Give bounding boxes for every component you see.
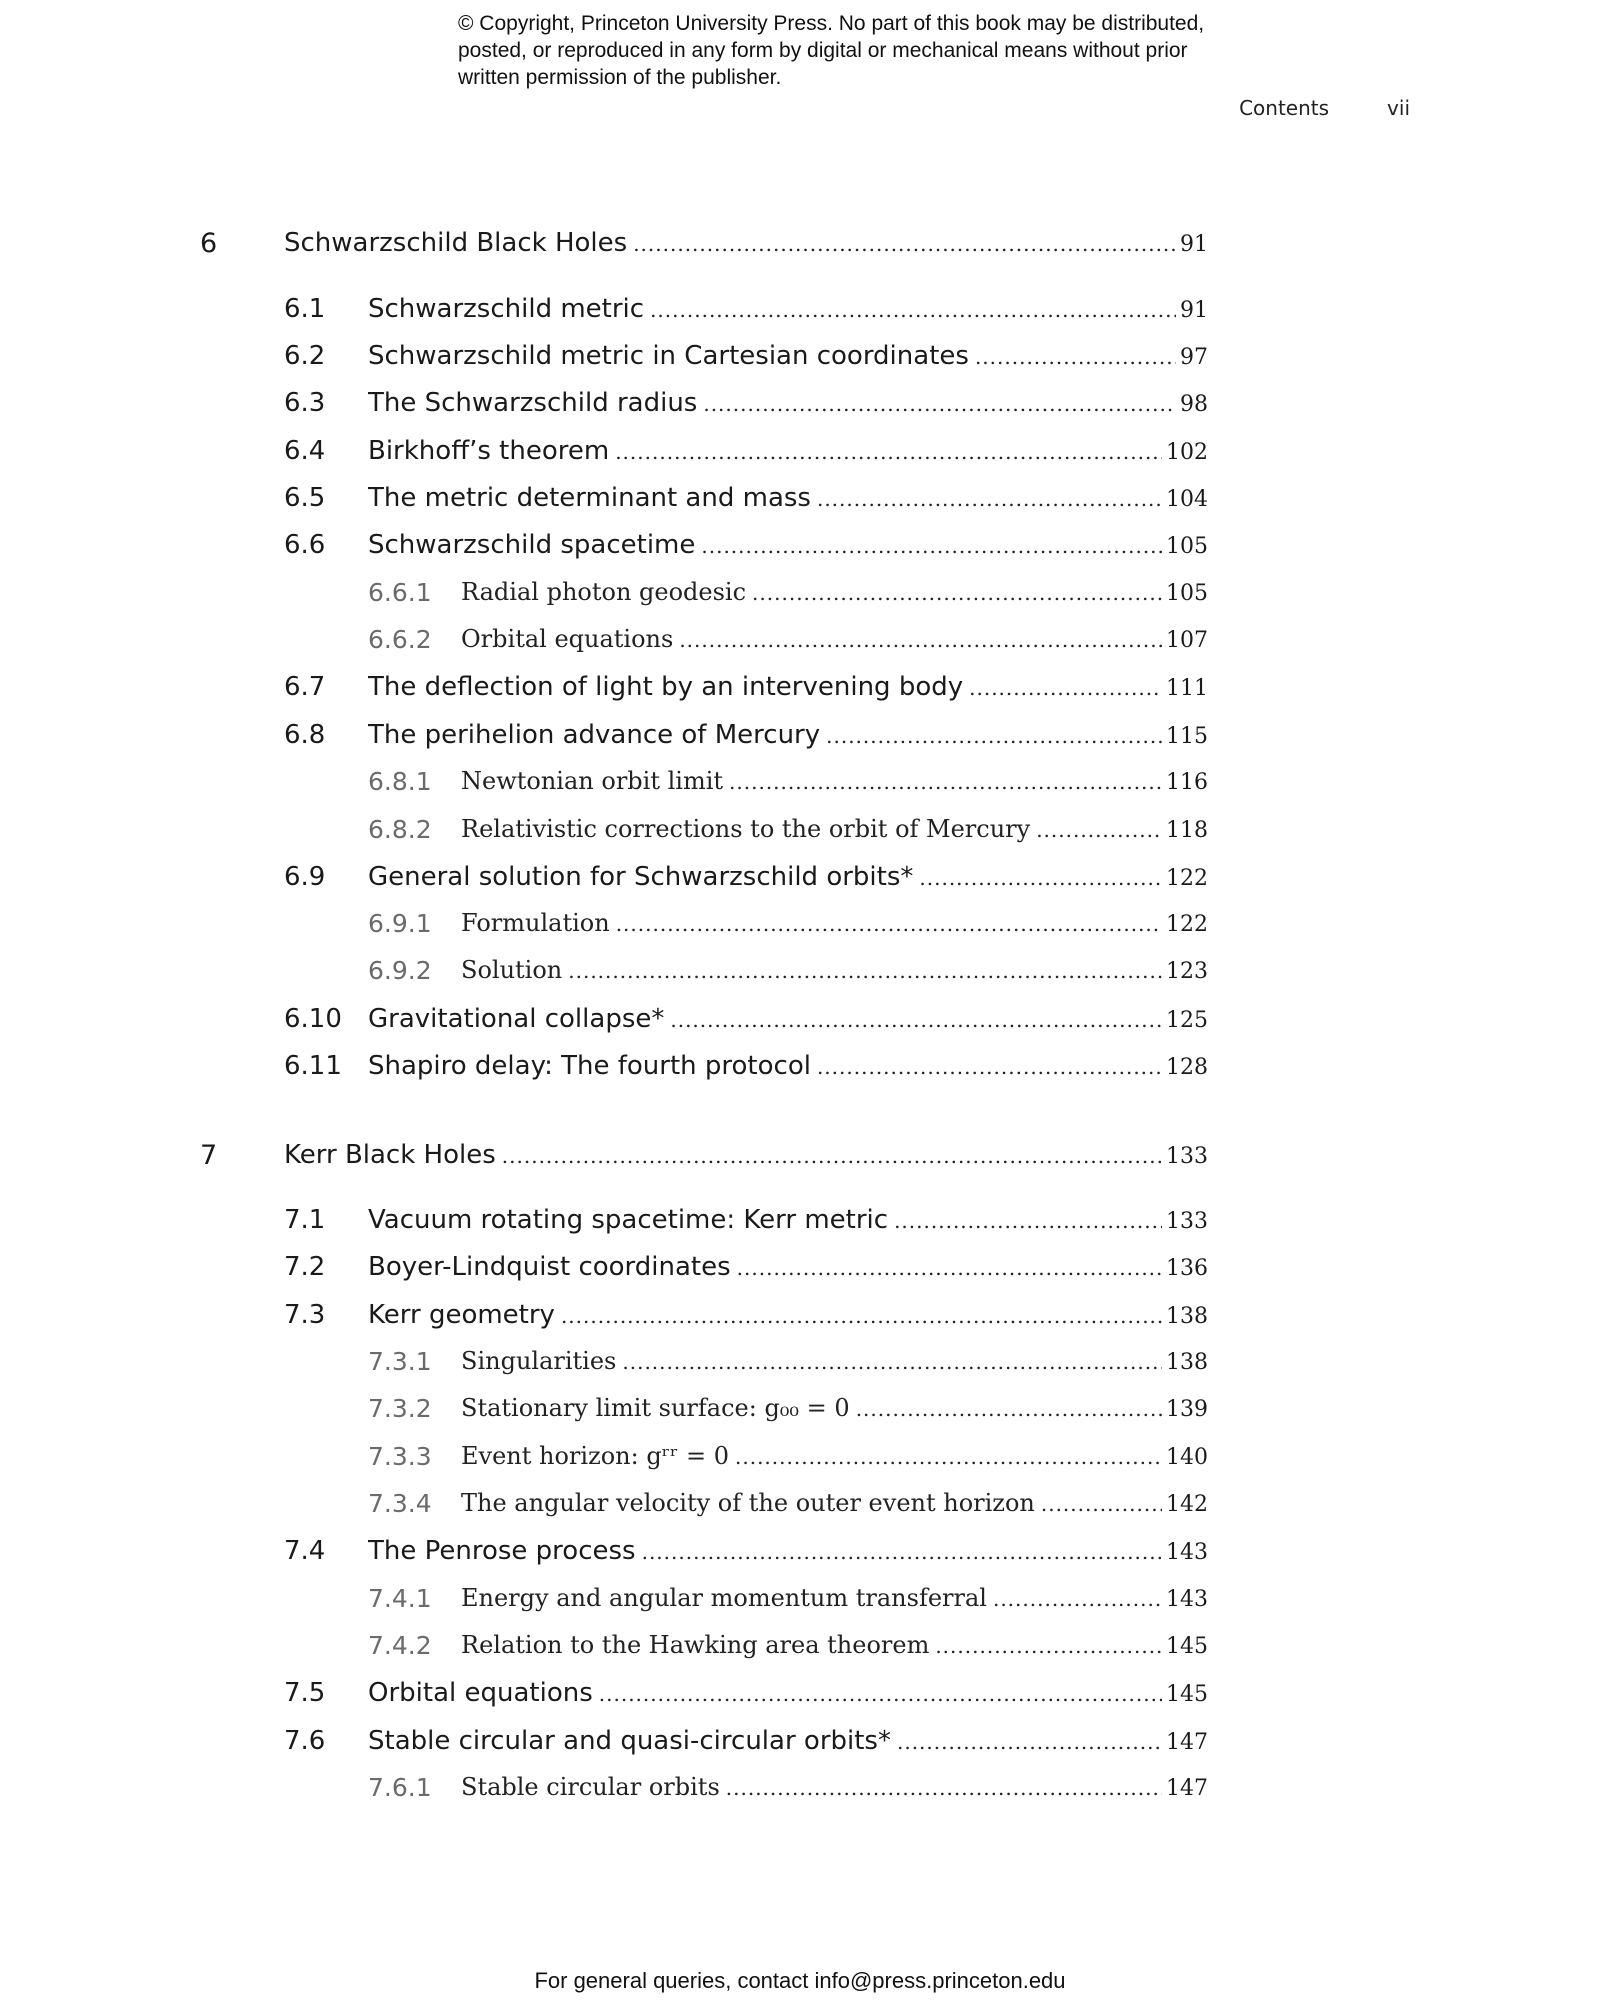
toc-entry-title: Gravitational collapse* <box>368 1004 665 1034</box>
toc-entry-title: Stationary limit surface: g₀₀ = 0 <box>461 1394 850 1422</box>
dot-leader <box>897 1730 1162 1754</box>
toc-entry-number: 7.6.1 <box>368 1773 432 1802</box>
toc-entry-number: 6.1 <box>284 294 326 324</box>
dot-leader <box>561 1304 1162 1328</box>
toc-entry-number: 7.4.1 <box>368 1584 432 1613</box>
toc-entry-page-number: 118 <box>1166 818 1208 843</box>
toc-entry-number: 7.3.3 <box>368 1442 432 1471</box>
dot-leader <box>599 1682 1162 1706</box>
toc-entry-page-number: 123 <box>1166 959 1208 984</box>
toc-entry-number: 7.3.1 <box>368 1347 432 1376</box>
toc-entry-page-number: 107 <box>1166 628 1208 653</box>
toc-entry-page-number: 105 <box>1166 581 1208 606</box>
toc-entry-number: 6.3 <box>284 388 326 418</box>
toc-entry-section[interactable] <box>0 1678 1600 1718</box>
toc-entry-number: 7.1 <box>284 1205 326 1235</box>
dot-leader <box>703 392 1176 416</box>
toc-entry-number: 6.11 <box>284 1051 342 1081</box>
dot-leader <box>737 1256 1162 1280</box>
toc-entry-number: 7.4.2 <box>368 1631 432 1660</box>
toc-entry-title: Event horizon: gʳʳ = 0 <box>461 1442 729 1470</box>
toc-entry-line <box>368 1726 1208 1756</box>
toc-entry-title: The Penrose process <box>368 1536 636 1566</box>
toc-entry-page-number: 145 <box>1166 1634 1208 1659</box>
dot-leader <box>826 724 1162 748</box>
toc-entry-page-number: 102 <box>1166 440 1208 465</box>
toc-entry-number: 6.2 <box>284 341 326 371</box>
toc-entry-subsection[interactable] <box>0 1631 1600 1671</box>
toc-entry-number: 6.6 <box>284 530 326 560</box>
toc-entry-title: General solution for Schwarzschild orbits* <box>368 862 914 892</box>
toc-entry-page-number: 145 <box>1166 1682 1208 1707</box>
toc-entry-line <box>461 956 1208 984</box>
toc-entry-section[interactable] <box>0 436 1600 476</box>
toc-entry-subsection[interactable] <box>0 1489 1600 1529</box>
toc-entry-title: Stable circular orbits <box>461 1773 720 1801</box>
dot-leader <box>642 1540 1162 1564</box>
toc-entry-line <box>368 1678 1208 1708</box>
toc-entry-line <box>368 530 1208 560</box>
dot-leader <box>919 866 1162 890</box>
toc-entry-section[interactable] <box>0 1252 1600 1292</box>
toc-entry-title: The metric determinant and mass <box>368 483 811 513</box>
toc-entry-number: 6.9 <box>284 862 326 892</box>
dot-leader <box>735 1445 1162 1469</box>
toc-entry-number: 6.6.2 <box>368 625 432 654</box>
toc-entry-page-number: 97 <box>1180 345 1208 370</box>
toc-entry-line <box>461 1347 1208 1375</box>
dot-leader <box>975 345 1176 369</box>
toc-entry-section[interactable] <box>0 388 1600 428</box>
toc-entry-section[interactable] <box>0 672 1600 712</box>
toc-entry-title: Singularities <box>461 1347 617 1375</box>
toc-entry-number: 6.10 <box>284 1004 342 1034</box>
dot-leader <box>729 770 1162 794</box>
toc-entry-chapter[interactable] <box>0 1140 1600 1180</box>
toc-entry-number: 7.2 <box>284 1252 326 1282</box>
dot-leader <box>502 1144 1162 1168</box>
toc-entry-subsection[interactable] <box>0 1347 1600 1387</box>
dot-leader <box>817 1055 1162 1079</box>
dot-leader <box>752 581 1162 605</box>
toc-entry-title: Relation to the Hawking area theorem <box>461 1631 930 1659</box>
toc-entry-line <box>368 1536 1208 1566</box>
toc-entry-line <box>368 483 1208 513</box>
toc-entry-line <box>368 436 1208 466</box>
toc-entry-title: Relativistic corrections to the orbit of Mercury <box>461 815 1031 843</box>
toc-entry-page-number: 142 <box>1166 1492 1208 1517</box>
dot-leader <box>615 440 1162 464</box>
toc-entry-line <box>368 672 1208 702</box>
toc-entry-title: The deflection of light by an intervening body <box>368 672 964 702</box>
toc-entry-title: Shapiro delay: The fourth protocol <box>368 1051 811 1081</box>
toc-entry-page-number: 115 <box>1166 724 1208 749</box>
toc-entry-number: 7.3.4 <box>368 1489 432 1518</box>
toc-entry-title: Solution <box>461 956 563 984</box>
toc-entry-title: The perihelion advance of Mercury <box>368 720 821 750</box>
toc-entry-number: 6.6.1 <box>368 578 432 607</box>
toc-entry-section[interactable] <box>0 1726 1600 1766</box>
toc-entry-line <box>368 294 1208 324</box>
toc-entry-page-number: 91 <box>1180 232 1208 257</box>
running-head <box>1239 96 1410 120</box>
toc-entry-number: 6.7 <box>284 672 326 702</box>
toc-entry-title: Energy and angular momentum transferral <box>461 1584 987 1612</box>
toc-entry-line <box>461 578 1208 606</box>
toc-entry-line <box>461 815 1208 843</box>
running-head-label: Contents <box>1239 96 1330 120</box>
toc-entry-line <box>368 862 1208 892</box>
toc-entry-subsection[interactable] <box>0 956 1600 996</box>
toc-entry-line <box>461 1631 1208 1659</box>
toc-entry-number: 7.5 <box>284 1678 326 1708</box>
dot-leader <box>633 232 1176 256</box>
toc-entry-line <box>461 1584 1208 1612</box>
toc-entry-number: 7.6 <box>284 1726 326 1756</box>
running-head-page-number: vii <box>1387 96 1410 120</box>
toc-entry-section[interactable] <box>0 720 1600 760</box>
toc-entry-line <box>368 1300 1208 1330</box>
toc-entry-number: 6.8.1 <box>368 767 432 796</box>
toc-entry-page-number: 122 <box>1166 912 1208 937</box>
toc-entry-subsection[interactable] <box>0 815 1600 855</box>
toc-entry-page-number: 138 <box>1166 1304 1208 1329</box>
toc-entry-section[interactable] <box>0 1004 1600 1044</box>
toc-entry-page-number: 128 <box>1166 1055 1208 1080</box>
toc-entry-line <box>461 1442 1208 1470</box>
toc-entry-line <box>368 1004 1208 1034</box>
toc-entry-page-number: 138 <box>1166 1350 1208 1375</box>
toc-entry-line <box>284 1140 1208 1170</box>
toc-entry-line <box>461 1489 1208 1517</box>
toc-entry-page-number: 147 <box>1166 1776 1208 1801</box>
dot-leader <box>1036 818 1162 842</box>
dot-leader <box>568 959 1162 983</box>
toc-entry-page-number: 104 <box>1166 487 1208 512</box>
dot-leader <box>935 1634 1162 1658</box>
dot-leader <box>969 676 1162 700</box>
toc-entry-number: 6.4 <box>284 436 326 466</box>
toc-entry-page-number: 136 <box>1166 1256 1208 1281</box>
toc-entry-title: Kerr geometry <box>368 1300 555 1330</box>
dot-leader <box>701 534 1162 558</box>
toc-entry-line <box>368 1205 1208 1235</box>
toc-entry-section[interactable] <box>0 341 1600 381</box>
toc-entry-page-number: 133 <box>1166 1209 1208 1234</box>
toc-entry-title: Schwarzschild spacetime <box>368 530 696 560</box>
toc-entry-title: Kerr Black Holes <box>284 1140 496 1170</box>
toc-entry-page-number: 116 <box>1166 770 1208 795</box>
toc-entry-title: Schwarzschild metric in Cartesian coordinates <box>368 341 969 371</box>
toc-entry-section[interactable] <box>0 483 1600 523</box>
toc-entry-subsection[interactable] <box>0 625 1600 665</box>
toc-entry-line <box>461 1394 1208 1422</box>
toc-entry-number: 6 <box>200 228 218 259</box>
toc-entry-subsection[interactable] <box>0 578 1600 618</box>
toc-entry-title: Formulation <box>461 909 610 937</box>
toc-entry-title: The Schwarzschild radius <box>368 388 698 418</box>
toc-entry-page-number: 140 <box>1166 1445 1208 1470</box>
toc-entry-section[interactable] <box>0 1536 1600 1576</box>
toc-entry-section[interactable] <box>0 1300 1600 1340</box>
toc-entry-section[interactable] <box>0 294 1600 334</box>
toc-entry-line <box>368 388 1208 418</box>
toc-entry-line <box>461 909 1208 937</box>
dot-leader <box>993 1587 1162 1611</box>
toc-entry-title: The angular velocity of the outer event horizon <box>461 1489 1035 1517</box>
toc-entry-line <box>368 1252 1208 1282</box>
toc-entry-page-number: 105 <box>1166 534 1208 559</box>
toc-entry-title: Orbital equations <box>461 625 674 653</box>
toc-entry-section[interactable] <box>0 1205 1600 1245</box>
toc-entry-subsection[interactable] <box>0 909 1600 949</box>
toc-entry-number: 7.3.2 <box>368 1394 432 1423</box>
toc-entry-number: 7.3 <box>284 1300 326 1330</box>
dot-leader <box>1041 1492 1162 1516</box>
toc-entry-line <box>284 228 1208 258</box>
toc-entry-line <box>368 1051 1208 1081</box>
toc-entry-section[interactable] <box>0 530 1600 570</box>
dot-leader <box>726 1776 1162 1800</box>
toc-entry-page-number: 91 <box>1180 298 1208 323</box>
toc-entry-subsection[interactable] <box>0 1394 1600 1434</box>
toc-entry-page-number: 133 <box>1166 1144 1208 1169</box>
dot-leader <box>817 487 1162 511</box>
toc-entry-number: 7 <box>200 1140 218 1171</box>
toc-entry-line <box>368 720 1208 750</box>
toc-entry-title: Radial photon geodesic <box>461 578 747 606</box>
toc-entry-number: 6.9.2 <box>368 956 432 985</box>
toc-entry-number: 6.9.1 <box>368 909 432 938</box>
toc-entry-number: 7.4 <box>284 1536 326 1566</box>
toc-entry-page-number: 98 <box>1180 392 1208 417</box>
dot-leader <box>616 912 1162 936</box>
toc-entry-title: Stable circular and quasi-circular orbits* <box>368 1726 891 1756</box>
toc-entry-page-number: 139 <box>1166 1397 1208 1422</box>
toc-entry-subsection[interactable] <box>0 767 1600 807</box>
dot-leader <box>856 1397 1162 1421</box>
toc-entry-title: Boyer-Lindquist coordinates <box>368 1252 731 1282</box>
dot-leader <box>622 1350 1162 1374</box>
toc-entry-page-number: 143 <box>1166 1540 1208 1565</box>
toc-entry-number: 6.5 <box>284 483 326 513</box>
toc-entry-page-number: 111 <box>1166 676 1208 701</box>
toc-entry-line <box>368 341 1208 371</box>
toc-entry-page-number: 143 <box>1166 1587 1208 1612</box>
toc-entry-title: Orbital equations <box>368 1678 593 1708</box>
dot-leader <box>894 1209 1162 1233</box>
toc-entry-subsection[interactable] <box>0 1584 1600 1624</box>
toc-entry-line <box>461 625 1208 653</box>
toc-entry-number: 6.8.2 <box>368 815 432 844</box>
toc-entry-line <box>461 767 1208 795</box>
toc-entry-page-number: 147 <box>1166 1730 1208 1755</box>
toc-entry-number: 6.8 <box>284 720 326 750</box>
copyright-notice: © Copyright, Princeton University Press. No part of this book may be distributed, posted, or reproduced in any form by digital or mechanical means without prior written permission of the publisher. <box>458 12 1205 89</box>
toc-entry-title: Newtonian orbit limit <box>461 767 724 795</box>
toc-entry-page-number: 122 <box>1166 866 1208 891</box>
toc-entry-title: Schwarzschild Black Holes <box>284 228 628 258</box>
toc-entry-title: Birkhoff’s theorem <box>368 436 610 466</box>
toc-entry-subsection[interactable] <box>0 1773 1600 1813</box>
footer-contact: For general queries, contact info@press.princeton.edu <box>534 1968 1066 1993</box>
toc-entry-title: Schwarzschild metric <box>368 294 645 324</box>
dot-leader <box>650 298 1176 322</box>
toc-entry-section[interactable] <box>0 862 1600 902</box>
toc-entry-section[interactable] <box>0 1051 1600 1091</box>
toc-entry-subsection[interactable] <box>0 1442 1600 1482</box>
toc-entry-title: Vacuum rotating spacetime: Kerr metric <box>368 1205 889 1235</box>
toc-entry-page-number: 125 <box>1166 1008 1208 1033</box>
dot-leader <box>670 1008 1162 1032</box>
toc-entry-line <box>461 1773 1208 1801</box>
dot-leader <box>679 628 1162 652</box>
toc-entry-chapter[interactable] <box>0 228 1600 268</box>
